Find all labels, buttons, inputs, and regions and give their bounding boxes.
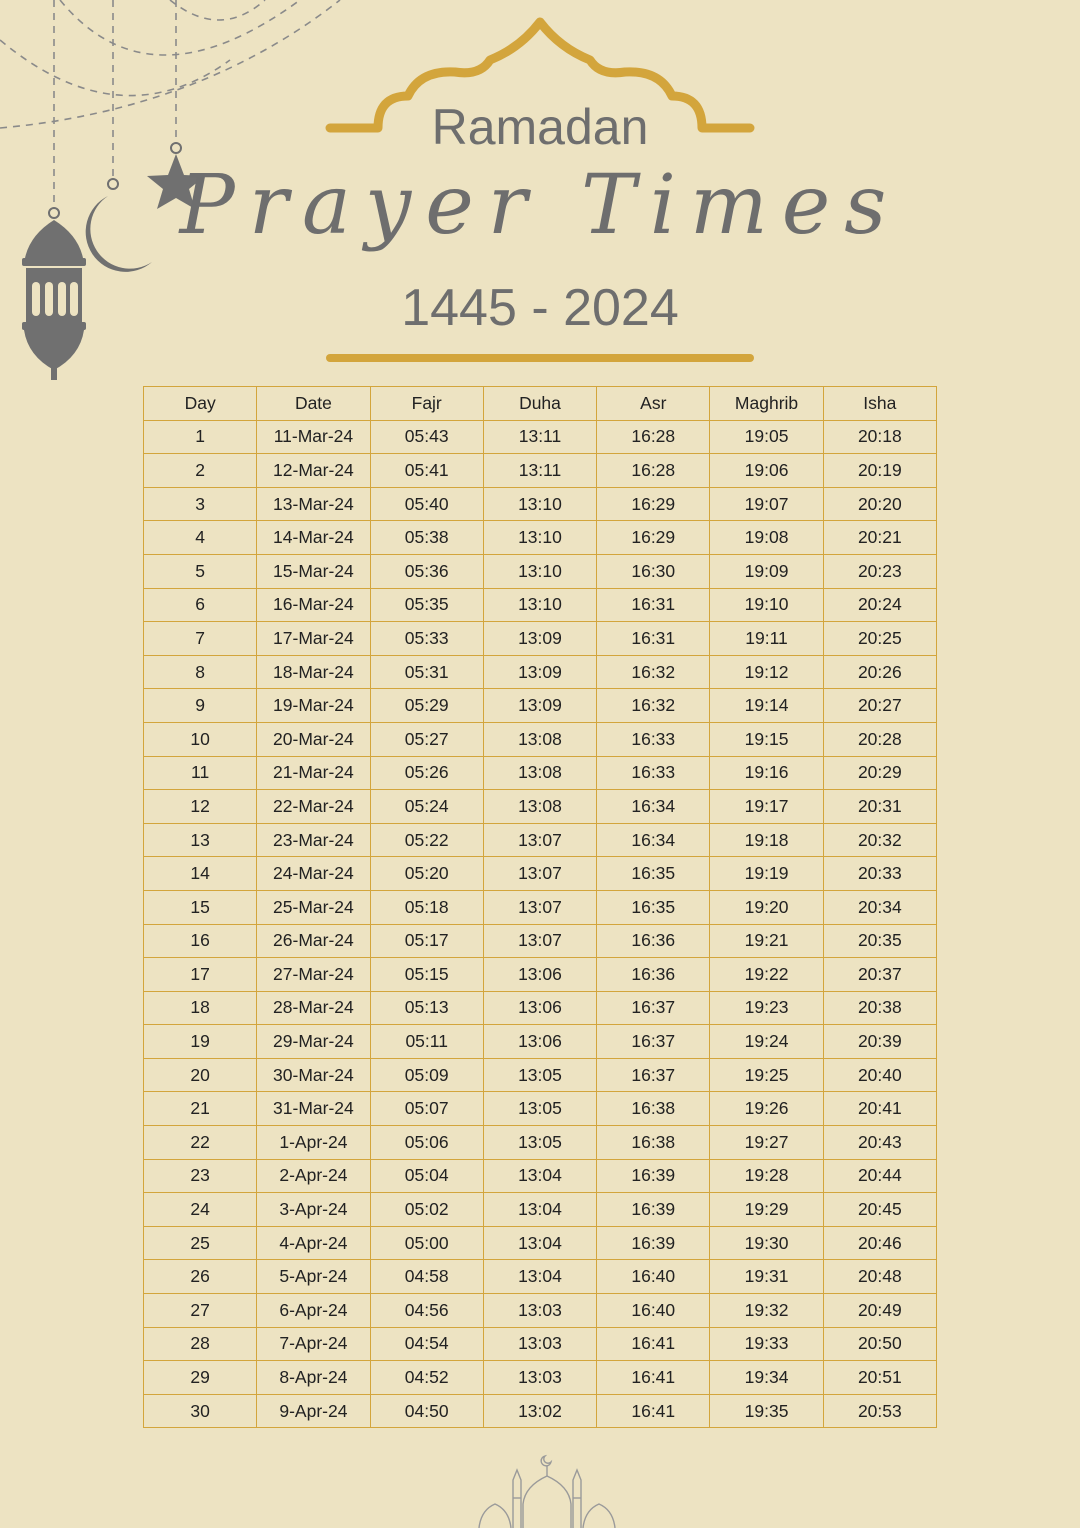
cell-day: 30 [144,1394,257,1428]
cell-duha: 13:07 [483,857,596,891]
cell-isha: 20:18 [823,420,936,454]
cell-duha: 13:03 [483,1327,596,1361]
cell-duha: 13:07 [483,823,596,857]
cell-duha: 13:09 [483,655,596,689]
column-header-date: Date [257,387,370,421]
cell-fajr: 04:52 [370,1361,483,1395]
cell-duha: 13:11 [483,420,596,454]
cell-fajr: 05:11 [370,1025,483,1059]
cell-fajr: 05:43 [370,420,483,454]
cell-isha: 20:33 [823,857,936,891]
cell-maghrib: 19:28 [710,1159,823,1193]
table-header-row [144,387,937,421]
cell-day: 18 [144,991,257,1025]
cell-asr: 16:35 [597,890,710,924]
cell-date: 12-Mar-24 [257,454,370,488]
table-row [144,823,937,857]
cell-duha: 13:06 [483,958,596,992]
cell-day: 9 [144,689,257,723]
cell-asr: 16:38 [597,1092,710,1126]
cell-day: 12 [144,790,257,824]
table-row [144,554,937,588]
cell-day: 10 [144,722,257,756]
cell-day: 17 [144,958,257,992]
cell-day: 26 [144,1260,257,1294]
cell-day: 16 [144,924,257,958]
cell-maghrib: 19:12 [710,655,823,689]
cell-day: 23 [144,1159,257,1193]
cell-fajr: 04:56 [370,1294,483,1328]
cell-day: 5 [144,554,257,588]
mosque-icon [465,1452,625,1528]
cell-duha: 13:03 [483,1294,596,1328]
column-header-asr: Asr [597,387,710,421]
cell-isha: 20:31 [823,790,936,824]
title-prayer-times: Prayer Times [179,158,901,253]
cell-date: 16-Mar-24 [257,588,370,622]
table-row [144,1126,937,1160]
cell-day: 15 [144,890,257,924]
cell-maghrib: 19:22 [710,958,823,992]
table-row [144,722,937,756]
cell-isha: 20:50 [823,1327,936,1361]
table-row [144,1361,937,1395]
cell-fajr: 05:35 [370,588,483,622]
cell-fajr: 05:18 [370,890,483,924]
cell-date: 30-Mar-24 [257,1058,370,1092]
cell-duha: 13:02 [483,1394,596,1428]
cell-isha: 20:38 [823,991,936,1025]
cell-maghrib: 19:10 [710,588,823,622]
cell-fajr: 04:54 [370,1327,483,1361]
cell-asr: 16:35 [597,857,710,891]
cell-date: 21-Mar-24 [257,756,370,790]
cell-maghrib: 19:18 [710,823,823,857]
cell-isha: 20:20 [823,487,936,521]
title-year-range: 1445 - 2024 [401,279,679,337]
cell-isha: 20:51 [823,1361,936,1395]
cell-date: 11-Mar-24 [257,420,370,454]
cell-isha: 20:49 [823,1294,936,1328]
cell-maghrib: 19:24 [710,1025,823,1059]
table-row [144,1092,937,1126]
cell-duha: 13:05 [483,1058,596,1092]
column-header-fajr: Fajr [370,387,483,421]
cell-date: 4-Apr-24 [257,1226,370,1260]
table-row [144,1058,937,1092]
cell-date: 25-Mar-24 [257,890,370,924]
cell-asr: 16:37 [597,1058,710,1092]
cell-asr: 16:36 [597,924,710,958]
cell-isha: 20:44 [823,1159,936,1193]
cell-fajr: 05:27 [370,722,483,756]
cell-isha: 20:32 [823,823,936,857]
table-row [144,1327,937,1361]
cell-fajr: 05:20 [370,857,483,891]
cell-maghrib: 19:31 [710,1260,823,1294]
cell-isha: 20:34 [823,890,936,924]
cell-date: 3-Apr-24 [257,1193,370,1227]
table-row [144,1193,937,1227]
cell-isha: 20:24 [823,588,936,622]
cell-day: 21 [144,1092,257,1126]
cell-isha: 20:25 [823,622,936,656]
cell-duha: 13:10 [483,521,596,555]
cell-asr: 16:37 [597,991,710,1025]
cell-day: 25 [144,1226,257,1260]
cell-isha: 20:41 [823,1092,936,1126]
cell-isha: 20:39 [823,1025,936,1059]
cell-asr: 16:32 [597,655,710,689]
table-row [144,1394,937,1428]
cell-duha: 13:07 [483,924,596,958]
table-row [144,655,937,689]
cell-duha: 13:10 [483,487,596,521]
table-row [144,857,937,891]
cell-fajr: 05:26 [370,756,483,790]
prayer-times-table [143,386,937,1428]
cell-asr: 16:28 [597,420,710,454]
cell-duha: 13:06 [483,991,596,1025]
cell-maghrib: 19:27 [710,1126,823,1160]
cell-asr: 16:33 [597,722,710,756]
cell-day: 29 [144,1361,257,1395]
cell-fajr: 05:00 [370,1226,483,1260]
cell-date: 17-Mar-24 [257,622,370,656]
cell-duha: 13:08 [483,756,596,790]
cell-fajr: 05:38 [370,521,483,555]
cell-date: 8-Apr-24 [257,1361,370,1395]
cell-maghrib: 19:20 [710,890,823,924]
cell-day: 7 [144,622,257,656]
cell-date: 28-Mar-24 [257,991,370,1025]
table-row [144,1226,937,1260]
cell-duha: 13:06 [483,1025,596,1059]
cell-maghrib: 19:35 [710,1394,823,1428]
cell-duha: 13:10 [483,554,596,588]
cell-maghrib: 19:17 [710,790,823,824]
cell-maghrib: 19:25 [710,1058,823,1092]
cell-fajr: 05:24 [370,790,483,824]
cell-duha: 13:04 [483,1226,596,1260]
cell-date: 14-Mar-24 [257,521,370,555]
table-row [144,958,937,992]
cell-date: 23-Mar-24 [257,823,370,857]
cell-maghrib: 19:08 [710,521,823,555]
cell-asr: 16:31 [597,588,710,622]
cell-date: 7-Apr-24 [257,1327,370,1361]
cell-day: 14 [144,857,257,891]
cell-day: 27 [144,1294,257,1328]
table-row [144,487,937,521]
cell-fajr: 05:07 [370,1092,483,1126]
cell-isha: 20:45 [823,1193,936,1227]
cell-asr: 16:39 [597,1193,710,1227]
cell-date: 22-Mar-24 [257,790,370,824]
cell-fajr: 05:02 [370,1193,483,1227]
cell-isha: 20:35 [823,924,936,958]
cell-date: 20-Mar-24 [257,722,370,756]
cell-asr: 16:41 [597,1327,710,1361]
cell-date: 15-Mar-24 [257,554,370,588]
cell-asr: 16:31 [597,622,710,656]
cell-maghrib: 19:26 [710,1092,823,1126]
cell-duha: 13:08 [483,790,596,824]
cell-maghrib: 19:06 [710,454,823,488]
cell-maghrib: 19:09 [710,554,823,588]
cell-isha: 20:21 [823,521,936,555]
cell-date: 9-Apr-24 [257,1394,370,1428]
cell-day: 4 [144,521,257,555]
table-row [144,1025,937,1059]
cell-date: 24-Mar-24 [257,857,370,891]
cell-duha: 13:05 [483,1126,596,1160]
cell-date: 27-Mar-24 [257,958,370,992]
cell-date: 5-Apr-24 [257,1260,370,1294]
cell-duha: 13:10 [483,588,596,622]
cell-asr: 16:40 [597,1294,710,1328]
cell-fajr: 05:40 [370,487,483,521]
cell-asr: 16:38 [597,1126,710,1160]
cell-isha: 20:53 [823,1394,936,1428]
cell-asr: 16:33 [597,756,710,790]
cell-maghrib: 19:29 [710,1193,823,1227]
cell-maghrib: 19:33 [710,1327,823,1361]
cell-fajr: 04:50 [370,1394,483,1428]
cell-day: 20 [144,1058,257,1092]
cell-isha: 20:27 [823,689,936,723]
cell-fajr: 05:41 [370,454,483,488]
table-row [144,1260,937,1294]
cell-day: 13 [144,823,257,857]
cell-maghrib: 19:16 [710,756,823,790]
cell-day: 11 [144,756,257,790]
cell-isha: 20:26 [823,655,936,689]
cell-asr: 16:40 [597,1260,710,1294]
cell-day: 3 [144,487,257,521]
cell-date: 29-Mar-24 [257,1025,370,1059]
table-row [144,454,937,488]
table-row [144,790,937,824]
cell-duha: 13:04 [483,1260,596,1294]
cell-asr: 16:34 [597,823,710,857]
cell-duha: 13:05 [483,1092,596,1126]
cell-maghrib: 19:15 [710,722,823,756]
cell-date: 13-Mar-24 [257,487,370,521]
cell-isha: 20:28 [823,722,936,756]
cell-fajr: 05:06 [370,1126,483,1160]
table-row [144,420,937,454]
cell-asr: 16:41 [597,1394,710,1428]
cell-duha: 13:09 [483,689,596,723]
cell-duha: 13:11 [483,454,596,488]
cell-asr: 16:37 [597,1025,710,1059]
cell-maghrib: 19:14 [710,689,823,723]
table-row [144,756,937,790]
cell-maghrib: 19:11 [710,622,823,656]
cell-asr: 16:28 [597,454,710,488]
cell-date: 1-Apr-24 [257,1126,370,1160]
cell-day: 22 [144,1126,257,1160]
table-row [144,1159,937,1193]
cell-fajr: 05:04 [370,1159,483,1193]
cell-isha: 20:43 [823,1126,936,1160]
title-ramadan: Ramadan [431,99,649,155]
column-header-isha: Isha [823,387,936,421]
cell-duha: 13:07 [483,890,596,924]
cell-duha: 13:04 [483,1193,596,1227]
cell-day: 1 [144,420,257,454]
table-row [144,1294,937,1328]
cell-asr: 16:34 [597,790,710,824]
cell-isha: 20:46 [823,1226,936,1260]
cell-isha: 20:37 [823,958,936,992]
cell-fajr: 05:09 [370,1058,483,1092]
cell-fajr: 05:33 [370,622,483,656]
cell-day: 24 [144,1193,257,1227]
cell-date: 2-Apr-24 [257,1159,370,1193]
cell-isha: 20:19 [823,454,936,488]
cell-isha: 20:40 [823,1058,936,1092]
cell-fajr: 05:36 [370,554,483,588]
cell-day: 28 [144,1327,257,1361]
cell-asr: 16:32 [597,689,710,723]
table-row [144,924,937,958]
cell-asr: 16:29 [597,487,710,521]
table-row [144,890,937,924]
cell-asr: 16:39 [597,1159,710,1193]
cell-duha: 13:04 [483,1159,596,1193]
cell-maghrib: 19:32 [710,1294,823,1328]
cell-maghrib: 19:23 [710,991,823,1025]
table-row [144,521,937,555]
cell-day: 8 [144,655,257,689]
cell-asr: 16:30 [597,554,710,588]
column-header-duha: Duha [483,387,596,421]
cell-asr: 16:41 [597,1361,710,1395]
cell-isha: 20:23 [823,554,936,588]
cell-date: 31-Mar-24 [257,1092,370,1126]
cell-fajr: 04:58 [370,1260,483,1294]
cell-maghrib: 19:34 [710,1361,823,1395]
cell-date: 18-Mar-24 [257,655,370,689]
cell-maghrib: 19:30 [710,1226,823,1260]
cell-maghrib: 19:05 [710,420,823,454]
column-header-day: Day [144,387,257,421]
cell-fajr: 05:13 [370,991,483,1025]
cell-fajr: 05:29 [370,689,483,723]
table-row [144,588,937,622]
cell-asr: 16:39 [597,1226,710,1260]
cell-day: 2 [144,454,257,488]
table-row [144,991,937,1025]
cell-fajr: 05:22 [370,823,483,857]
cell-day: 19 [144,1025,257,1059]
cell-maghrib: 19:07 [710,487,823,521]
cell-duha: 13:08 [483,722,596,756]
cell-day: 6 [144,588,257,622]
cell-isha: 20:29 [823,756,936,790]
cell-maghrib: 19:21 [710,924,823,958]
column-header-maghrib: Maghrib [710,387,823,421]
cell-fajr: 05:15 [370,958,483,992]
cell-asr: 16:36 [597,958,710,992]
cell-date: 26-Mar-24 [257,924,370,958]
table-row [144,689,937,723]
cell-duha: 13:09 [483,622,596,656]
cell-fajr: 05:17 [370,924,483,958]
cell-maghrib: 19:19 [710,857,823,891]
cell-date: 19-Mar-24 [257,689,370,723]
table-row [144,622,937,656]
cell-asr: 16:29 [597,521,710,555]
table-body [144,420,937,1428]
cell-isha: 20:48 [823,1260,936,1294]
cell-fajr: 05:31 [370,655,483,689]
cell-date: 6-Apr-24 [257,1294,370,1328]
cell-duha: 13:03 [483,1361,596,1395]
